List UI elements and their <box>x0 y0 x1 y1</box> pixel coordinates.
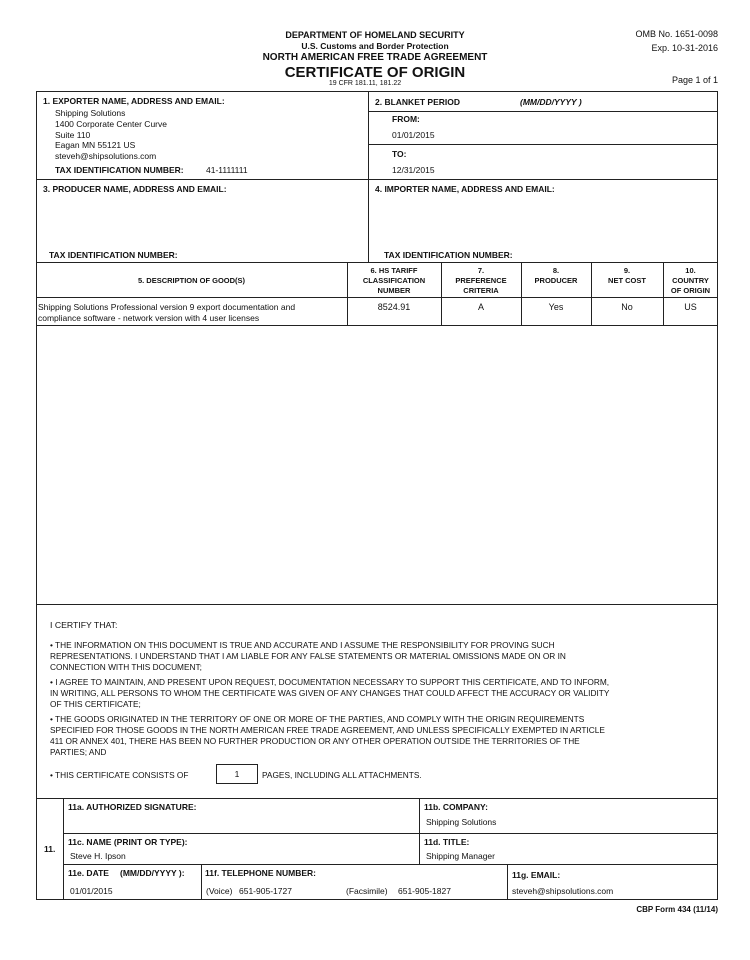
goods-country: US <box>684 302 697 312</box>
col-header-country: 10. COUNTRY OF ORIGIN <box>670 266 711 295</box>
exporter-line: Suite 110 <box>55 129 91 140</box>
email-label: 11g. EMAIL: <box>512 870 561 880</box>
blanket-period-label: 2. BLANKET PERIOD <box>375 97 461 107</box>
voice-label: (Voice) <box>206 886 233 896</box>
exporter-line: Eagan MN 55121 US <box>55 140 136 151</box>
fax-label: (Facsimile) <box>346 886 388 896</box>
col-header-producer: 8. PRODUCER <box>534 266 578 285</box>
fax-value: 651-905-1827 <box>398 886 451 896</box>
section-11-number: 11. <box>44 844 56 854</box>
exporter-tax-value: 41-1111111 <box>206 165 248 175</box>
title-label: 11d. TITLE: <box>424 837 470 847</box>
form-number: CBP Form 434 (11/14) <box>636 905 718 914</box>
certify-item-3-line: SPECIFIED FOR THOSE GOODS IN THE NORTH AMERICAN FREE TRADE AGREEMENT, AND UNLESS SPECIFICALLY EXEMPTED IN ARTICLE <box>50 725 605 735</box>
expiration-date: Exp. 10-31-2016 <box>651 43 718 53</box>
exporter-address <box>55 108 167 162</box>
certify-item-1-line: CONNECTION WITH THIS DOCUMENT; <box>50 662 202 672</box>
exporter-tax-label: TAX IDENTIFICATION NUMBER: <box>55 165 184 175</box>
signature-label: 11a. AUTHORIZED SIGNATURE: <box>68 802 197 812</box>
blanket-date-format: (MM/DD/YYYY ) <box>520 97 582 107</box>
date-value: 01/01/2015 <box>70 886 113 896</box>
date-label: 11e. DATE <box>68 868 109 878</box>
col-header-hs-tariff: 6. HS TARIFF CLASSIFICATION NUMBER <box>362 266 426 295</box>
certify-item-1-line: • THE INFORMATION ON THIS DOCUMENT IS TRUE AND ACCURATE AND I ASSUME THE RESPONSIBILITY FOR PROVING SUCH <box>50 640 555 650</box>
voice-value: 651-905-1727 <box>239 886 292 896</box>
exporter-email: steveh@shipsolutions.com <box>55 151 157 162</box>
agreement-name: NORTH AMERICAN FREE TRADE AGREEMENT <box>262 52 488 63</box>
certification-block <box>50 620 690 758</box>
signature-field[interactable] <box>64 813 418 832</box>
pages-suffix: PAGES, INCLUDING ALL ATTACHMENTS. <box>262 770 422 780</box>
document-title: CERTIFICATE OF ORIGIN <box>284 64 466 81</box>
col-header-preference: 7. PREFERENCE CRITERIA <box>455 266 507 295</box>
name-label: 11c. NAME (PRINT OR TYPE): <box>68 837 188 847</box>
col-header-description: 5. DESCRIPTION OF GOOD(S) <box>137 276 246 285</box>
certify-heading: I CERTIFY THAT: <box>50 620 118 630</box>
certify-item-2-line: OF THIS CERTIFICATE; <box>50 699 141 709</box>
importer-label: 4. IMPORTER NAME, ADDRESS AND EMAIL: <box>375 184 555 194</box>
department-name: DEPARTMENT OF HOMELAND SECURITY <box>285 30 465 40</box>
date-format: (MM/DD/YYYY ): <box>120 868 185 878</box>
exporter-label: 1. EXPORTER NAME, ADDRESS AND EMAIL: <box>43 96 225 106</box>
producer-label: 3. PRODUCER NAME, ADDRESS AND EMAIL: <box>43 184 227 194</box>
certify-item-3-line: PARTIES; AND <box>50 747 107 757</box>
blanket-to-label: TO: <box>392 149 407 159</box>
pages-count-field[interactable]: 1 <box>216 764 258 784</box>
goods-description: Shipping Solutions Professional version 9 export documentation and compliance software - network version with 4 user licenses <box>38 302 296 323</box>
company-label: 11b. COMPANY: <box>424 802 488 812</box>
certify-item-3-line: • THE GOODS ORIGINATED IN THE TERRITORY OF ONE OR MORE OF THE PARTIES, AND COMPLY WITH THE ORIGIN REQUIREMENTS <box>50 714 585 724</box>
email-value: steveh@shipsolutions.com <box>512 886 614 896</box>
company-value: Shipping Solutions <box>426 817 497 827</box>
certify-item-2-line: • I AGREE TO MAINTAIN, AND PRESENT UPON REQUEST, DOCUMENTATION NECESSARY TO SUPPORT THIS CERTIFICATE, AND TO INFORM, <box>50 677 610 687</box>
telephone-label: 11f. TELEPHONE NUMBER: <box>205 868 316 878</box>
producer-tax-label: TAX IDENTIFICATION NUMBER: <box>49 250 178 260</box>
importer-tax-label: TAX IDENTIFICATION NUMBER: <box>384 250 513 260</box>
name-value: Steve H. Ipson <box>70 851 126 861</box>
goods-preference: A <box>477 302 484 312</box>
certify-item-1-line: REPRESENTATIONS. I UNDERSTAND THAT I AM LIABLE FOR ANY FALSE STATEMENTS OR MATERIAL OMISSIONS MADE ON OR IN <box>50 651 566 661</box>
col-header-net-cost: 9. NET COST <box>608 266 646 285</box>
certify-item-2-line: IN WRITING, ALL PERSONS TO WHOM THE CERTIFICATE WAS GIVEN OF ANY CHANGES THAT COULD AFFECT THE ACCURACY OR VALIDITY <box>50 688 610 698</box>
goods-net-cost: No <box>621 302 633 312</box>
blanket-from-value: 01/01/2015 <box>392 130 435 140</box>
page-indicator: Page 1 of 1 <box>671 75 718 85</box>
title-value: Shipping Manager <box>426 851 495 861</box>
omb-number: OMB No. 1651-0098 <box>635 29 718 39</box>
goods-producer: Yes <box>548 302 564 312</box>
exporter-line: 1400 Corporate Center Curve <box>55 118 167 129</box>
goods-hs-number: 8524.91 <box>377 302 411 312</box>
blanket-from-label: FROM: <box>392 114 420 124</box>
agency-name: U.S. Customs and Border Protection <box>301 41 449 51</box>
blanket-to-value: 12/31/2015 <box>392 165 435 175</box>
cfr-reference: 19 CFR 181.11, 181.22 <box>328 80 402 87</box>
exporter-line: Shipping Solutions <box>55 108 126 118</box>
pages-prefix: • THIS CERTIFICATE CONSISTS OF <box>50 770 189 780</box>
certify-item-3-line: 411 OR ANNEX 401, THERE HAS BEEN NO FURTHER PRODUCTION OR ANY OTHER OPERATION OUTSIDE THE TERRITORIES OF THE <box>50 736 580 746</box>
